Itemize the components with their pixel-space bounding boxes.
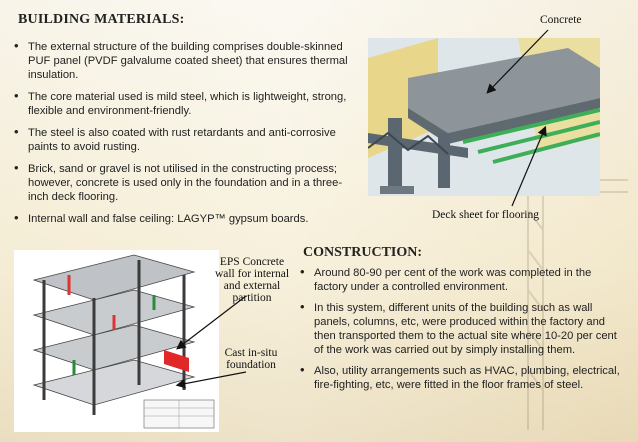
list-item: • Internal wall and false ceiling: LAGYP™ gypsum boards.: [8, 212, 353, 226]
building-structure-diagram: [14, 250, 219, 432]
materials-title: BUILDING MATERIALS:: [18, 12, 185, 27]
construction-title: CONSTRUCTION:: [303, 245, 423, 260]
list-item: • Brick, sand or gravel is not utilised in the constructing process; however, concrete is used only in the foundation and in a three-inch deck flooring.: [8, 162, 353, 204]
concrete-label: Concrete: [540, 14, 582, 26]
materials-list: [8, 40, 353, 234]
list-item: • Around 80-90 per cent of the work was completed in the factory under a controlled environment.: [294, 266, 624, 294]
deck-flooring-diagram: [368, 38, 600, 196]
list-item: • The core material used is mild steel, which is lightweight, strong, flexible and environment-friendly.: [8, 90, 353, 118]
list-item: • The steel is also coated with rust retardants and anti-corrosive paints to avoid rusting.: [8, 126, 353, 154]
foundation-label: Cast in-situ foundation: [224, 347, 278, 371]
construction-list: [294, 266, 624, 399]
list-item: • The external structure of the building comprises double-skinned PUF panel (PVDF galvalume coated sheet) that ensures thermal insulation.: [8, 40, 353, 82]
deck-sheet-label: Deck sheet for flooring: [432, 209, 539, 221]
list-item: • Also, utility arrangements such as HVAC, plumbing, electrical, fire-fighting, etc, were fitted in the floor frames of steel.: [294, 364, 624, 392]
eps-wall-label: EPS Concrete wall for internal and external partition: [214, 256, 290, 304]
list-item: • In this system, different units of the building such as wall panels, columns, etc, were produced within the factory and then transported them to the actual site where 10-20 per cent of the work was carried out by simply installing them.: [294, 301, 624, 357]
